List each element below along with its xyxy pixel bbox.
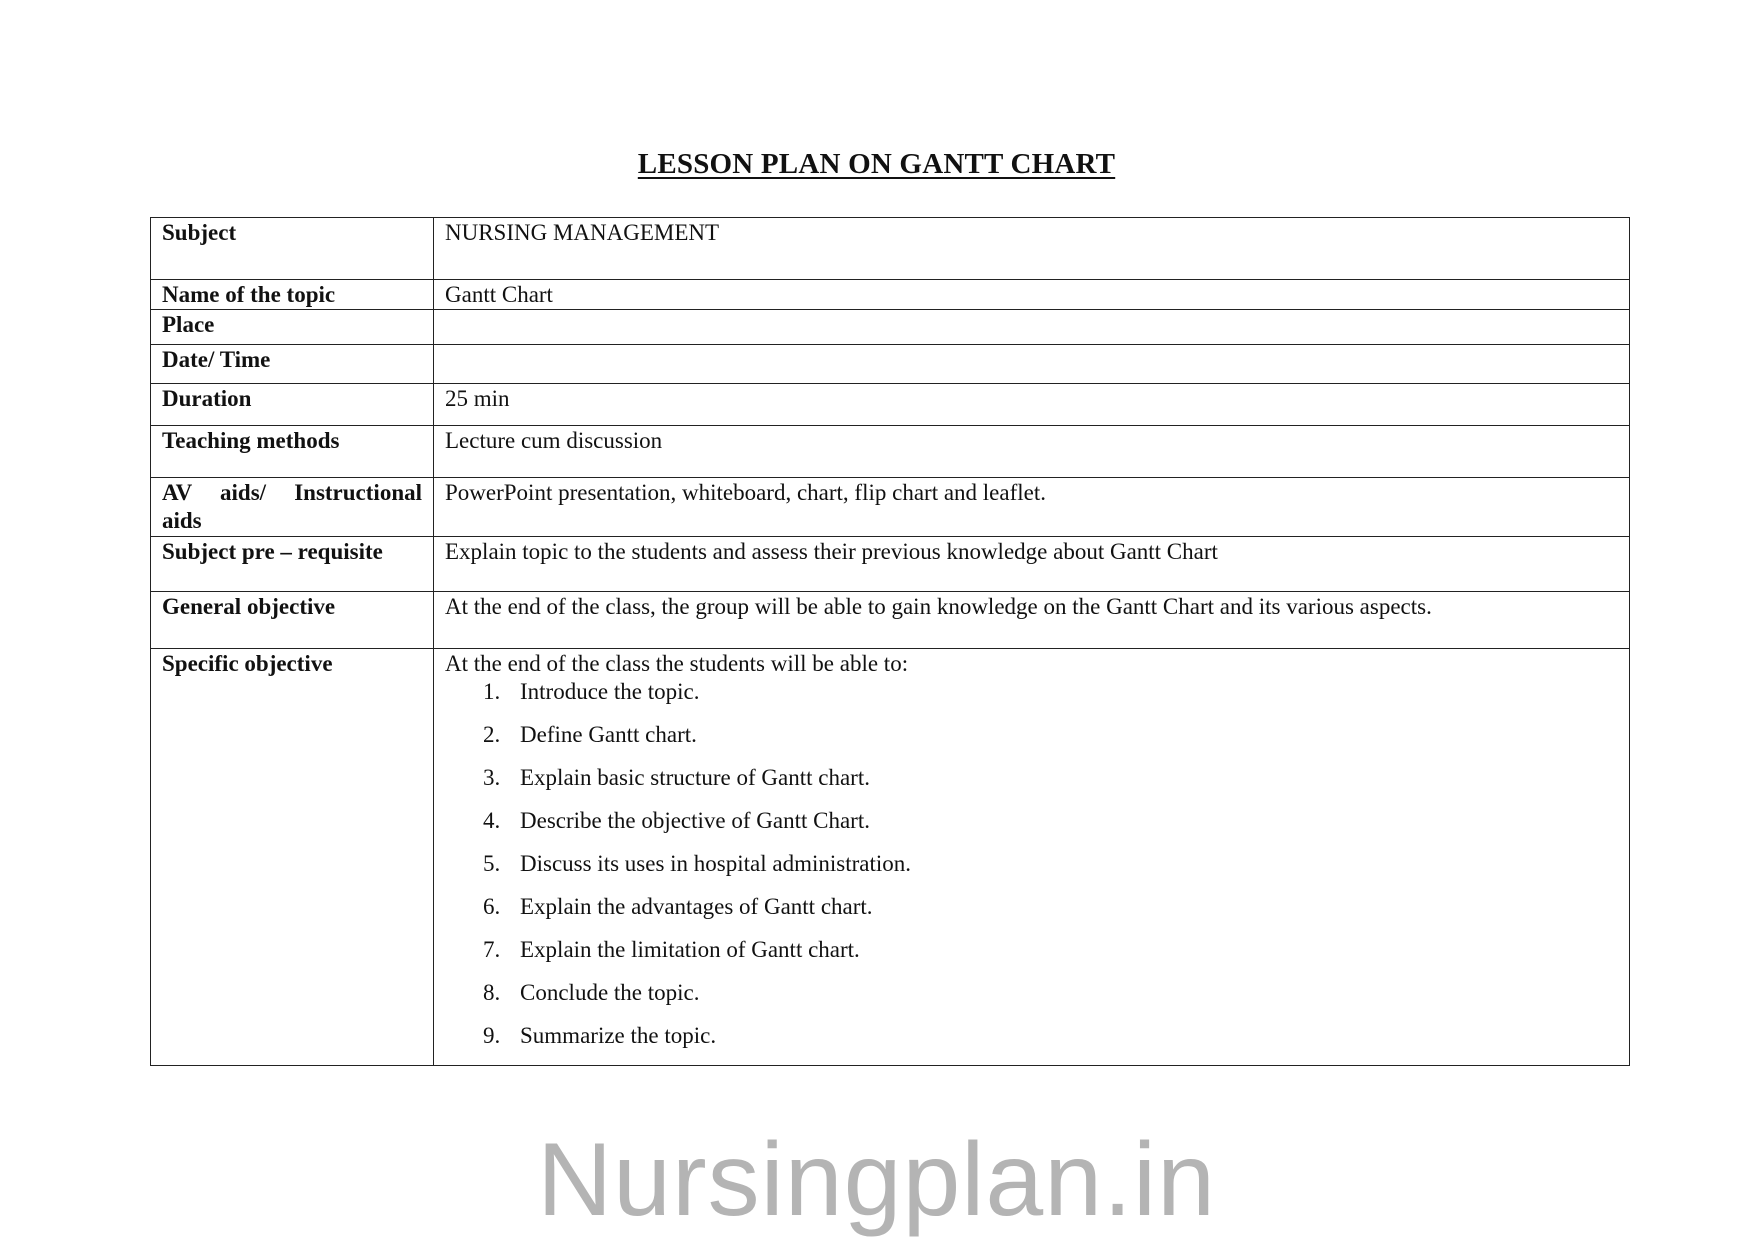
label-place: Place [151, 310, 434, 345]
row-general-objective [151, 592, 1630, 649]
objective-number: 6. [483, 894, 501, 919]
value-specific-objective [434, 649, 1630, 1066]
row-topic [151, 280, 1630, 310]
specific-objective-intro: At the end of the class the students will be able to: [445, 651, 909, 676]
row-place [151, 310, 1630, 345]
row-subject [151, 218, 1630, 280]
row-prerequisite [151, 537, 1630, 592]
objective-number: 7. [483, 937, 501, 962]
label-specific-objective: Specific objective [151, 649, 434, 1066]
objective-item [483, 850, 1618, 878]
objective-item [483, 893, 1618, 921]
label-av-aids-line2: aids [162, 508, 202, 533]
objective-item [483, 678, 1618, 706]
row-teaching-methods [151, 426, 1630, 478]
label-general-objective: General objective [151, 592, 434, 649]
lesson-plan-table [150, 217, 1630, 1066]
row-specific-objective [151, 649, 1630, 1066]
objective-text: Explain the advantages of Gantt chart. [520, 894, 873, 919]
objective-text: Discuss its uses in hospital administration. [520, 851, 911, 876]
objective-number: 9. [483, 1023, 501, 1048]
objective-number: 1. [483, 679, 501, 704]
label-date-time: Date/ Time [151, 345, 434, 384]
value-prerequisite: Explain topic to the students and assess their previous knowledge about Gantt Chart [434, 537, 1630, 592]
objective-text: Introduce the topic. [520, 679, 700, 704]
objective-text: Describe the objective of Gantt Chart. [520, 808, 870, 833]
label-topic: Name of the topic [151, 280, 434, 310]
objective-text: Conclude the topic. [520, 980, 700, 1005]
objective-item [483, 936, 1618, 964]
value-place [434, 310, 1630, 345]
label-teaching-methods: Teaching methods [151, 426, 434, 478]
value-av-aids: PowerPoint presentation, whiteboard, chart, flip chart and leaflet. [434, 478, 1630, 537]
value-general-objective: At the end of the class, the group will be able to gain knowledge on the Gantt Chart and its various aspects. [434, 592, 1630, 649]
value-duration: 25 min [434, 384, 1630, 426]
label-duration: Duration [151, 384, 434, 426]
watermark-logo [0, 1122, 1753, 1238]
page-title: LESSON PLAN ON GANTT CHART [637, 148, 1116, 180]
label-av-aids [151, 478, 434, 537]
objective-number: 4. [483, 808, 501, 833]
label-av-aids-line1: AV aids/ Instructional [162, 480, 422, 505]
value-date-time [434, 345, 1630, 384]
row-date-time [151, 345, 1630, 384]
watermark-text: Nursingplan.in [537, 1122, 1216, 1238]
row-av-aids [151, 478, 1630, 537]
label-subject: Subject [151, 218, 434, 280]
objective-text: Summarize the topic. [520, 1023, 717, 1048]
row-duration [151, 384, 1630, 426]
objective-item [483, 721, 1618, 749]
objective-text: Define Gantt chart. [520, 722, 697, 747]
objective-text: Explain basic structure of Gantt chart. [520, 765, 870, 790]
value-topic: Gantt Chart [434, 280, 1630, 310]
specific-objective-list [445, 678, 1618, 1050]
objective-number: 8. [483, 980, 501, 1005]
objective-item [483, 807, 1618, 835]
objective-item [483, 979, 1618, 1007]
objective-text: Explain the limitation of Gantt chart. [520, 937, 860, 962]
value-subject: NURSING MANAGEMENT [434, 218, 1630, 280]
objective-number: 3. [483, 765, 501, 790]
label-prerequisite: Subject pre – requisite [151, 537, 434, 592]
value-teaching-methods: Lecture cum discussion [434, 426, 1630, 478]
objective-item [483, 1022, 1618, 1050]
objective-number: 5. [483, 851, 501, 876]
objective-item [483, 764, 1618, 792]
objective-number: 2. [483, 722, 501, 747]
